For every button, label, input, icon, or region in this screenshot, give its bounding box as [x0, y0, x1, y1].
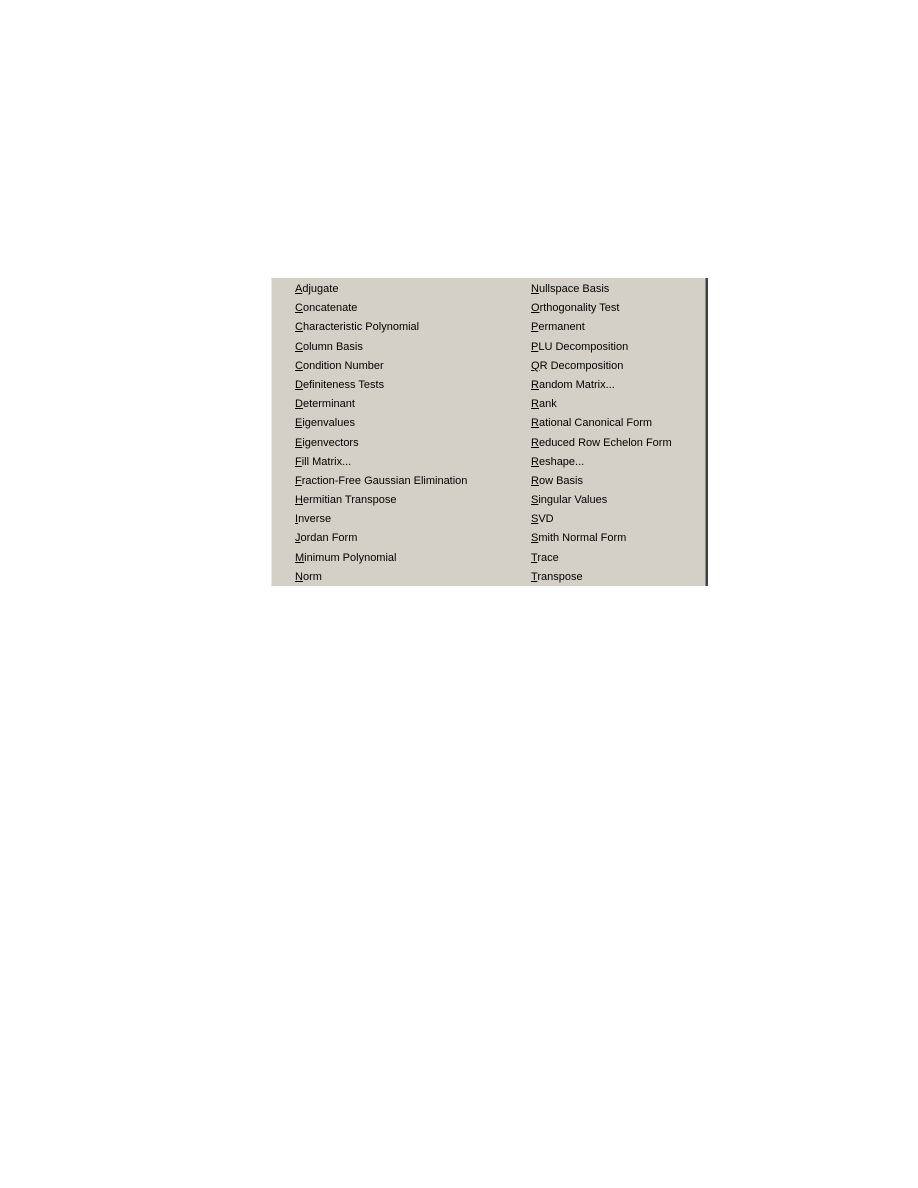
- menu-item-smith-normal-form[interactable]: [531, 531, 706, 550]
- menu-item-mnemonic: C: [295, 321, 303, 334]
- menu-item-label-rest: ank: [538, 398, 557, 411]
- menu-item-label-rest: R Decomposition: [539, 359, 624, 372]
- menu-item-mnemonic: R: [531, 378, 539, 391]
- menu-item-mnemonic: A: [295, 283, 303, 295]
- menu-item-adjugate[interactable]: [295, 282, 531, 301]
- menu-item-label-rest: ingular Values: [538, 494, 608, 507]
- menu-item-mnemonic: F: [295, 455, 302, 468]
- menu-item-label-rest: LU Decomposition: [538, 340, 629, 353]
- menu-item-label-rest: ill Matrix...: [301, 455, 352, 468]
- menu-item-label-rest: raction-Free Gaussian Elimination: [301, 474, 468, 487]
- menu-item-mnemonic: T: [531, 551, 538, 564]
- menu-item-label-rest: rthogonality Test: [539, 302, 620, 315]
- menu-item-label-rest: race: [537, 551, 559, 564]
- menu-column-right: [531, 282, 706, 586]
- menu-item-singular-values[interactable]: [531, 493, 706, 512]
- menu-item-reshape[interactable]: [531, 455, 706, 474]
- menu-item-eigenvalues[interactable]: [295, 416, 531, 435]
- menu-item-mnemonic: E: [295, 417, 303, 430]
- menu-item-determinant[interactable]: [295, 397, 531, 416]
- menu-item-label-rest: eshape...: [538, 455, 585, 468]
- menu-item-label-rest: inimum Polynomial: [304, 551, 397, 564]
- menu-item-label-rest: igenvectors: [302, 436, 359, 449]
- menu-item-minimum-polynomial[interactable]: [295, 551, 531, 570]
- menu-item-label-rest: olumn Basis: [302, 340, 363, 353]
- menu-item-label-rest: andom Matrix...: [538, 378, 615, 391]
- menu-item-mnemonic: F: [295, 474, 302, 487]
- menu-item-mnemonic: T: [531, 570, 538, 583]
- menu-item-fraction-free-gaussian-elimination[interactable]: [295, 474, 531, 493]
- menu-item-mnemonic: I: [295, 513, 299, 526]
- menu-item-transpose[interactable]: [531, 570, 706, 586]
- menu-item-row-basis[interactable]: [531, 474, 706, 493]
- menu-item-mnemonic: M: [295, 551, 305, 564]
- menu-item-permanent[interactable]: [531, 320, 706, 339]
- menu-item-definiteness-tests[interactable]: [295, 378, 531, 397]
- menu-item-label-rest: igenvalues: [302, 417, 355, 430]
- menu-item-label-rest: eterminant: [302, 398, 355, 411]
- menu-item-mnemonic: S: [531, 513, 539, 526]
- menu-item-mnemonic: P: [531, 340, 539, 353]
- menu-item-mnemonic: C: [295, 302, 303, 315]
- menu-item-label-rest: ermanent: [538, 321, 585, 334]
- menu-item-nullspace-basis[interactable]: [531, 282, 706, 301]
- menu-item-trace[interactable]: [531, 551, 706, 570]
- menu-item-mnemonic: D: [295, 378, 303, 391]
- menu-item-fill-matrix[interactable]: [295, 455, 531, 474]
- menu-item-plu-decomposition[interactable]: [531, 340, 706, 359]
- menu-item-mnemonic: R: [531, 455, 539, 468]
- menu-item-label-rest: ational Canonical Form: [538, 417, 653, 430]
- menu-item-mnemonic: S: [531, 532, 539, 545]
- menu-item-reduced-row-echelon-form[interactable]: [531, 436, 706, 455]
- menu-item-mnemonic: S: [531, 494, 539, 507]
- menu-item-condition-number[interactable]: [295, 359, 531, 378]
- menu-item-random-matrix[interactable]: [531, 378, 706, 397]
- menu-item-label-rest: oncatenate: [302, 302, 358, 315]
- menu-item-mnemonic: Q: [531, 359, 540, 372]
- menu-item-label-rest: ordan Form: [300, 532, 358, 545]
- menu-item-label-rest: efiniteness Tests: [302, 378, 385, 391]
- menu-item-label-rest: ranspose: [537, 570, 583, 583]
- menu-item-mnemonic: R: [531, 436, 539, 449]
- menu-item-mnemonic: R: [531, 398, 539, 411]
- menu-item-label-rest: djugate: [302, 283, 339, 295]
- menu-item-mnemonic: C: [295, 359, 303, 372]
- menu-item-inverse[interactable]: [295, 512, 531, 531]
- menu-item-mnemonic: R: [531, 417, 539, 430]
- menu-item-mnemonic: H: [295, 494, 303, 507]
- menu-item-label-rest: haracteristic Polynomial: [302, 321, 420, 334]
- menu-item-rank[interactable]: [531, 397, 706, 416]
- menu-item-rational-canonical-form[interactable]: [531, 416, 706, 435]
- menu-item-label-rest: orm: [302, 570, 322, 583]
- menu-item-label-rest: VD: [538, 513, 554, 526]
- menu-item-svd[interactable]: [531, 512, 706, 531]
- menu-item-mnemonic: D: [295, 398, 303, 411]
- menu-item-mnemonic: N: [295, 570, 303, 583]
- menu-item-norm[interactable]: [295, 570, 531, 586]
- menu-item-concatenate[interactable]: [295, 301, 531, 320]
- menu-item-qr-decomposition[interactable]: [531, 359, 706, 378]
- menu-item-eigenvectors[interactable]: [295, 436, 531, 455]
- menu-item-label-rest: ermitian Transpose: [302, 494, 397, 507]
- menu-item-mnemonic: P: [531, 321, 539, 334]
- menu-item-label-rest: ondition Number: [302, 359, 384, 372]
- menu-item-label-rest: mith Normal Form: [538, 532, 627, 545]
- menu-item-label-rest: educed Row Echelon Form: [538, 436, 672, 449]
- menu-item-mnemonic: N: [531, 283, 539, 295]
- menu-item-label-rest: ullspace Basis: [538, 283, 610, 295]
- menu-item-mnemonic: C: [295, 340, 303, 353]
- menu-item-characteristic-polynomial[interactable]: [295, 320, 531, 339]
- menu-item-mnemonic: O: [531, 302, 540, 315]
- menu-item-jordan-form[interactable]: [295, 531, 531, 550]
- matrix-operations-menu: [271, 278, 708, 586]
- menu-item-orthogonality-test[interactable]: [531, 301, 706, 320]
- menu-item-column-basis[interactable]: [295, 340, 531, 359]
- menu-item-label-rest: ow Basis: [538, 474, 583, 487]
- menu-item-label-rest: nverse: [298, 513, 332, 526]
- menu-item-mnemonic: J: [295, 532, 301, 545]
- menu-column-left: [295, 282, 531, 586]
- menu-item-mnemonic: E: [295, 436, 303, 449]
- menu-item-mnemonic: R: [531, 474, 539, 487]
- menu-item-hermitian-transpose[interactable]: [295, 493, 531, 512]
